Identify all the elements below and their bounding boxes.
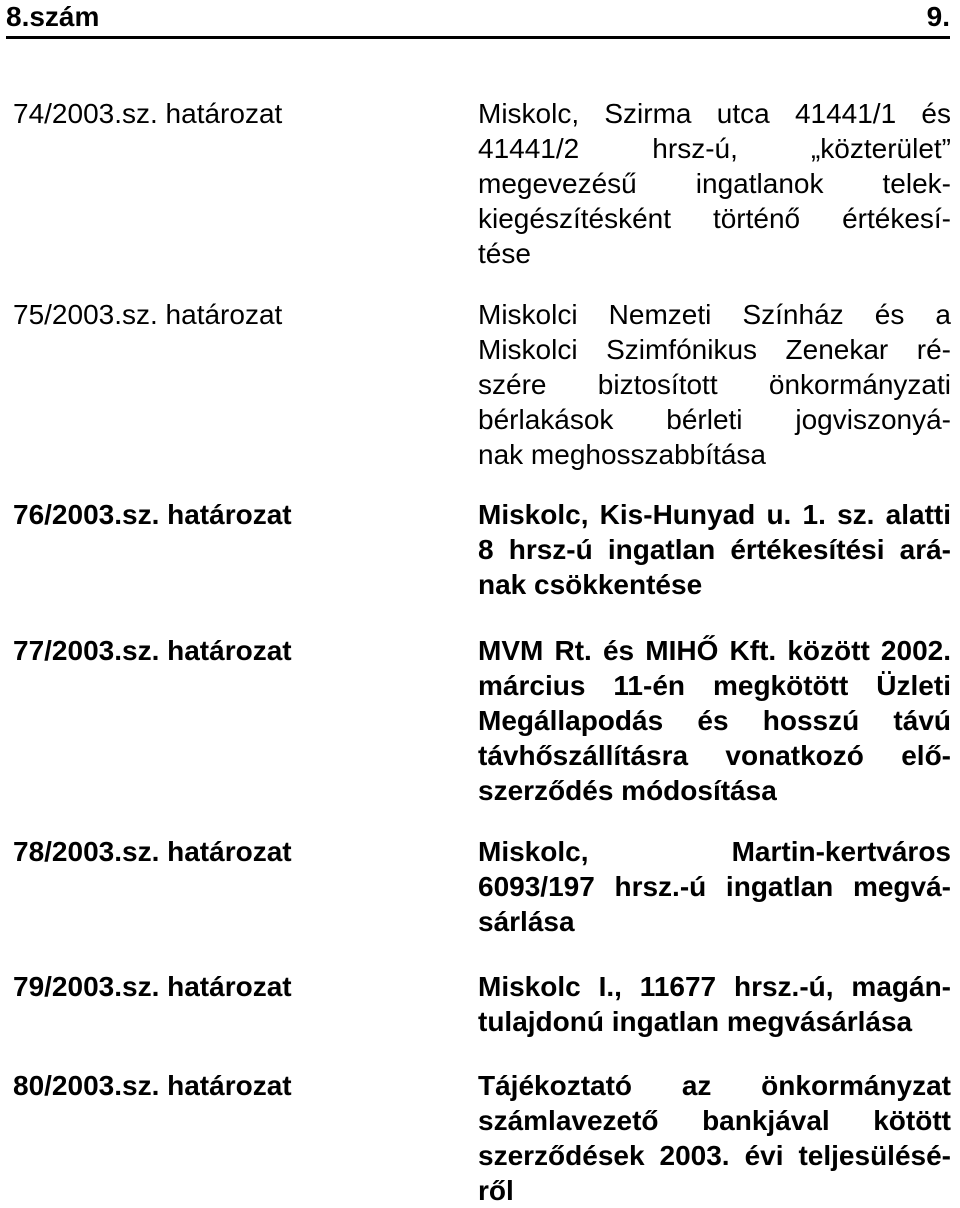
description-line: 6093/197 hrsz.-ú ingatlan megvá- [478,871,951,902]
description-line: nak meghosszabbítása [478,439,766,470]
description-line: nak csökkentése [478,569,703,600]
description-line: távhőszállításra vonatkozó elő- [478,740,951,771]
description-line: MVM Rt. és MIHŐ Kft. között 2002. [478,635,951,666]
description-line: Tájékoztató az önkormányzat [478,1070,951,1101]
description-line: Miskolci Szimfónikus Zenekar ré- [478,334,951,365]
description-line: megevezésű ingatlanok telek- [478,168,951,199]
resolution-description [478,633,951,808]
resolution-description [478,96,951,271]
resolution-description [478,834,951,939]
resolution-description [478,497,951,602]
issue-number: 8.szám [6,1,100,32]
description-line: 41441/2 hrsz-ú, „közterület” [478,133,951,164]
description-line: szére biztosított önkormányzati [478,369,951,400]
resolution-number: 78/2003.sz. határozat [13,836,292,867]
description-line: Miskolc, Martin-kertváros [478,836,951,867]
description-line: Miskolc I., 11677 hrsz.-ú, magán- [478,971,951,1002]
resolution-number: 80/2003.sz. határozat [13,1070,292,1101]
resolution-number: 79/2003.sz. határozat [13,971,292,1002]
description-line: Miskolc, Kis-Hunyad u. 1. sz. alatti [478,499,951,530]
resolution-number: 74/2003.sz. határozat [13,98,283,129]
resolution-description [478,297,951,472]
description-line: kiegészítésként történő értékesí- [478,203,951,234]
description-line: tése [478,238,531,269]
description-line: szerződések 2003. évi teljesülésé- [478,1140,951,1171]
resolution-number: 75/2003.sz. határozat [13,299,283,330]
description-line: 8 hrsz-ú ingatlan értékesítési ará- [478,534,951,565]
description-line: Megállapodás és hosszú távú [478,705,951,736]
description-line: Miskolci Nemzeti Színház és a [478,299,951,330]
page-number: 9. [926,1,950,32]
resolution-number: 77/2003.sz. határozat [13,635,292,666]
description-line: szerződés módosítása [478,775,777,806]
page-header [6,0,950,39]
description-line: sárlása [478,906,575,937]
description-line: tulajdonú ingatlan megvásárlása [478,1006,913,1037]
description-line: március 11-én megkötött Üzleti [478,670,951,701]
description-line: számlavezető bankjával kötött [478,1105,951,1136]
resolution-number: 76/2003.sz. határozat [13,499,292,530]
resolution-description [478,1068,951,1208]
description-line: bérlakások bérleti jogviszonyá- [478,404,951,435]
description-line: ről [478,1175,514,1206]
resolution-description [478,969,951,1039]
description-line: Miskolc, Szirma utca 41441/1 és [478,98,951,129]
